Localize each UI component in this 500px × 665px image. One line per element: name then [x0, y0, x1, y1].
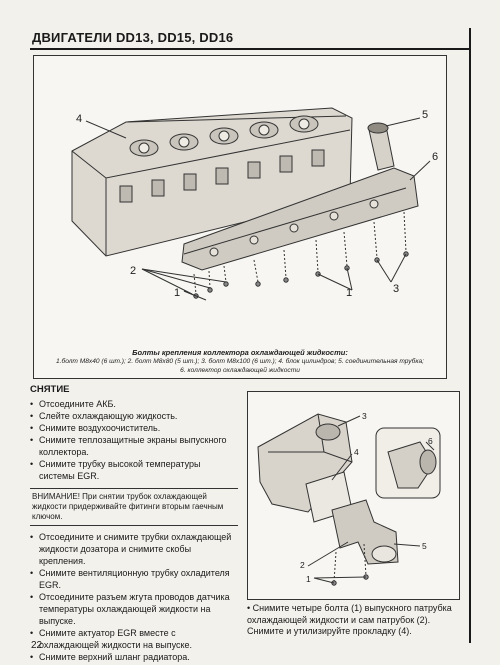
list-item: • Отсоедините разъем жгута проводов датчика температуры охлаждающей жидкости на выпуске.: [30, 592, 230, 626]
figure2-step-text: • Снимите четыре болта (1) выпускного патрубка охлаждающей жидкости и сам патрубок (2). Снимите и утилизируйте прокладку (4).: [247, 603, 452, 636]
list-item: • Снимите вентиляционную трубку охладителя EGR.: [30, 568, 230, 590]
callout-4: 4: [76, 113, 83, 125]
removal-section: [30, 384, 238, 663]
warning-note: ВНИМАНИЕ! При снятии трубок охлаждающей жидкости придерживайте фитинги вторым гаечным ключом.: [30, 488, 238, 526]
callout-5: 5: [422, 109, 429, 121]
list-item: • Снимите трубку высокой температуры системы EGR.: [30, 459, 201, 481]
list-item: • Отсоедините и снимите трубки охлаждающей жидкости дозатора и снимите скобы крепления.: [30, 532, 232, 566]
callout-4: 4: [354, 447, 359, 457]
page-number: 22: [31, 640, 43, 651]
figure-coolant-outlet: [247, 391, 460, 600]
callout-3: 3: [393, 283, 400, 295]
engine-block-illustration: [34, 56, 446, 346]
list-item: • Слейте охлаждающую жидкость.: [30, 411, 178, 421]
callout-1: 1: [306, 574, 311, 584]
page-header: [30, 28, 470, 50]
page-edge-rule: [469, 28, 471, 643]
list-item: • Снимите теплозащитные экраны выпускного коллектора.: [30, 435, 227, 457]
figure1-caption-line2: 6. коллектор охлаждающей жидкости: [180, 367, 300, 374]
callout-1b: 1: [346, 287, 353, 299]
list-item: • Снимите актуатор EGR вместе с охлаждающей жидкости на выпуске.: [30, 628, 193, 650]
callout-2: 2: [300, 560, 305, 570]
figure1-caption-line1: 1.болт М8х40 (6 шт.); 2. болт М8х80 (5 шт.); 3. болт М8х100 (6 шт.); 4. блок цилиндров; 5. соединительная трубка;: [55, 358, 425, 365]
callout-3: 3: [362, 411, 367, 421]
callout-2: 2: [130, 265, 137, 277]
list-item: • Отсоедините АКБ.: [30, 399, 116, 409]
callout-5: 5: [422, 541, 427, 551]
list-item: • Снимите воздухоочиститель.: [30, 423, 161, 433]
figure1-caption-title: Болты крепления коллектора охлаждающей жидкости:: [132, 348, 348, 357]
section-title: СНЯТИЕ: [30, 384, 70, 395]
header-rule: [30, 48, 470, 50]
figure-engine-block: [33, 55, 447, 379]
page-title: ДВИГАТЕЛИ DD13, DD15, DD16: [32, 30, 234, 45]
callout-6: 6: [432, 151, 439, 163]
callout-6: 6: [428, 436, 433, 446]
callout-1: 1: [174, 287, 181, 299]
coolant-outlet-illustration: [248, 392, 459, 599]
list-item: • Снимите верхний шланг радиатора.: [30, 652, 190, 662]
